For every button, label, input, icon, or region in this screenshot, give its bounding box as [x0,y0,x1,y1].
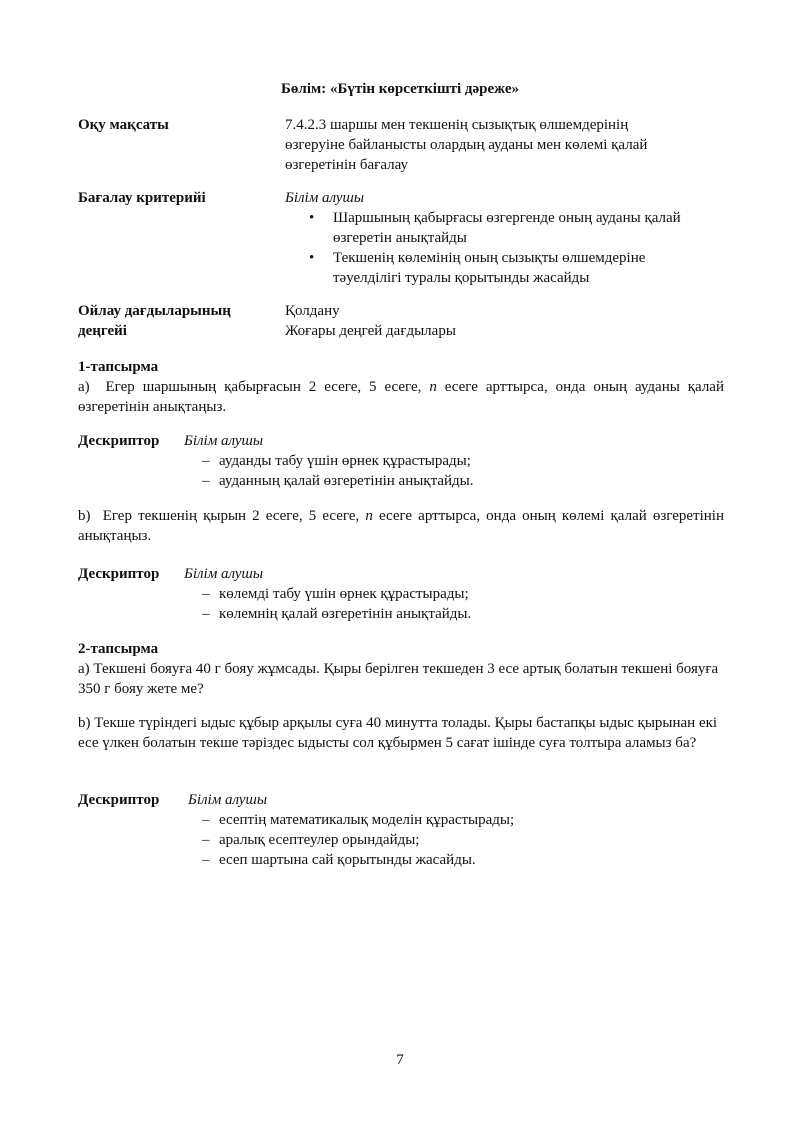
criteria-item [305,208,725,248]
goal-text [285,115,725,175]
task2-title: 2-тапсырма [78,641,159,657]
section-title: Бөлім: «Бүтін көрсеткішті дәреже» [280,81,519,97]
criteria-item-line: • Текшенің көлемінің оның сызықты өлшемдеріне [333,250,646,266]
task1-title: 1-тапсырма [78,359,159,375]
descriptor-label: Дескриптор [78,566,160,582]
descriptor-list [202,451,473,491]
thinking-value-line: Қолдану [285,303,340,319]
task2-b-text: b) Текше түріндегі ыдыс құбыр арқылы суға 40 минутта толады. Қыры бастапқы ыдыс қырынан екі есе үлкен болатын текше тәріздес ыдысты сол құбырмен 5 сағат ішінде суға толтыра аламыз ба? [78,715,718,751]
criteria-subject: Білім алушы [285,190,365,206]
goal-label: Оқу мақсаты [78,117,169,133]
task1-b-text: b) Егер текшенің қырын 2 есеге, 5 есеге, n есеге арттырса, онда оның көлемі қалай өзгеретінін анықтаңыз. [78,508,724,544]
goal-line: 7.4.2.3 шаршы мен текшенің сызықтық өлшемдерінің [285,117,629,133]
criteria-label: Бағалау критерийі [78,190,206,206]
task2-b-block [78,713,724,753]
descriptor-item: – есептің математикалық моделін құрастырады; [202,810,514,830]
criteria-list [285,208,725,288]
descriptor-label: Дескриптор [78,792,160,808]
descriptor-label: Дескриптор [78,433,160,449]
criteria-item-line: тәуелділігі туралы қорытынды жасайды [333,270,590,286]
descriptor-subject: Білім алушы [188,792,268,808]
descriptor-subject: Білім алушы [184,566,264,582]
thinking-label-line: Ойлау дағдыларының [78,303,231,319]
task2-a-text: a) Текшені бояуға 40 г бояу жұмсады. Қыры берілген текшеден 3 есе артық болатын текшені бояуға 350 г бояу жете ме? [78,661,719,697]
task1-b-block [78,506,724,546]
descriptor-list [202,584,471,624]
descriptor-subject: Білім алушы [184,433,264,449]
descriptor-item: – ауданды табу үшін өрнек құрастырады; [202,451,473,471]
descriptor-item: – аралық есептеулер орындайды; [202,830,514,850]
goal-line: өзгеретінін бағалау [285,157,409,173]
descriptor-item: – көлемді табу үшін өрнек құрастырады; [202,584,471,604]
criteria-item [305,248,725,288]
descriptor-item: – есеп шартына сай қорытынды жасайды. [202,850,514,870]
descriptor-item: – көлемнің қалай өзгеретінін анықтайды. [202,604,471,624]
thinking-label-line: деңгейі [78,323,127,339]
criteria-item-line: өзгеретін анықтайды [333,230,467,246]
goal-line: өзгеруіне байланысты олардың ауданы мен көлемі қалай [285,137,648,153]
descriptor-list [202,810,514,870]
thinking-value-line: Жоғары деңгей дағдылары [285,323,456,339]
page-number: 7 [396,1052,404,1068]
task1-block [78,357,724,417]
task2-block [78,639,724,699]
criteria-body [285,188,725,288]
thinking-value [285,301,725,341]
task1-a-text: a) Егер шаршының қабырғасын 2 есеге, 5 есеге, n есеге арттырса, онда оның ауданы қалай өзгеретінін анықтаңыз. [78,379,724,415]
descriptor-item: – ауданның қалай өзгеретінін анықтайды. [202,471,473,491]
thinking-label [78,301,231,341]
criteria-item-line: • Шаршының қабырғасы өзгергенде оның ауданы қалай [333,210,681,226]
